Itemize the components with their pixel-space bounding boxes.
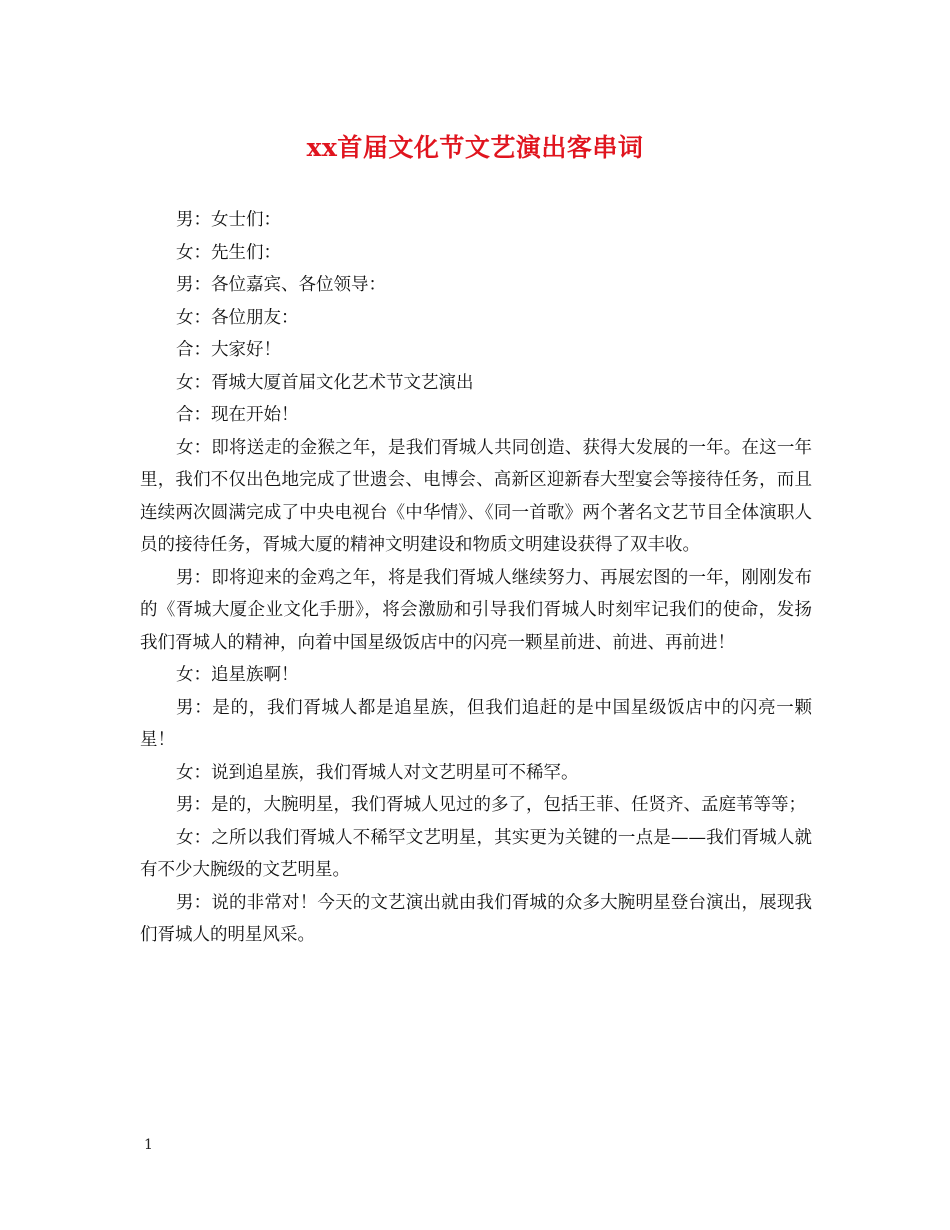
page-number: 1 xyxy=(144,1137,153,1153)
paragraph: 女：追星族啊！ xyxy=(176,665,299,685)
paragraph: 男：女士们： xyxy=(176,210,281,230)
paragraph: 男：各位嘉宾、各位领导： xyxy=(176,275,386,295)
paragraph: 男：是的，大腕明星，我们胥城人见过的多了，包括王菲、任贤齐、孟庭苇等等； xyxy=(176,795,806,815)
paragraph: 合：现在开始！ xyxy=(176,405,299,425)
paragraph: 女：各位朋友： xyxy=(176,307,299,328)
paragraph: 男：是的，我们胥城人都是追星族，但我们追赶的是中国星级饭店中的闪亮一颗星！ xyxy=(140,697,812,750)
paragraph: 女：胥城大厦首届文化艺术节文艺演出 xyxy=(176,372,474,393)
paragraph: 合：大家好！ xyxy=(176,340,281,360)
paragraph: 男：说的非常对！今天的文艺演出就由我们胥城的众多大腕明星登台演出，展现我们胥城人的明星风采。 xyxy=(140,892,812,945)
document-title: xx首届文化节文艺演出客串词 xyxy=(306,133,644,162)
document-body xyxy=(140,204,812,952)
paragraph: 女：之所以我们胥城人不稀罕文艺明星，其实更为关键的一点是——我们胥城人就有不少大腕级的文艺明星。 xyxy=(140,827,812,880)
paragraph: 男：即将迎来的金鸡之年，将是我们胥城人继续努力、再展宏图的一年，刚刚发布的《胥城大厦企业文化手册》，将会激励和引导我们胥城人时刻牢记我们的使命，发扬我们胥城人的精神，向着中国星级饭店中的闪亮一颗星前进、前进、再前进！ xyxy=(140,567,812,653)
paragraph: 女：先生们： xyxy=(176,242,281,263)
paragraph: 女：说到追星族，我们胥城人对文艺明星可不稀罕。 xyxy=(176,762,579,783)
paragraph: 女：即将送走的金猴之年，是我们胥城人共同创造、获得大发展的一年。在这一年里，我们不仅出色地完成了世遗会、电博会、高新区迎新春大型宴会等接待任务，而且连续两次圆满完成了中央电视台《中华情》、《同一首歌》两个著名文艺节目全体演职人员的接待任务，胥城大厦的精神文明建设和物质文明建设获得了双丰收。 xyxy=(140,437,812,555)
